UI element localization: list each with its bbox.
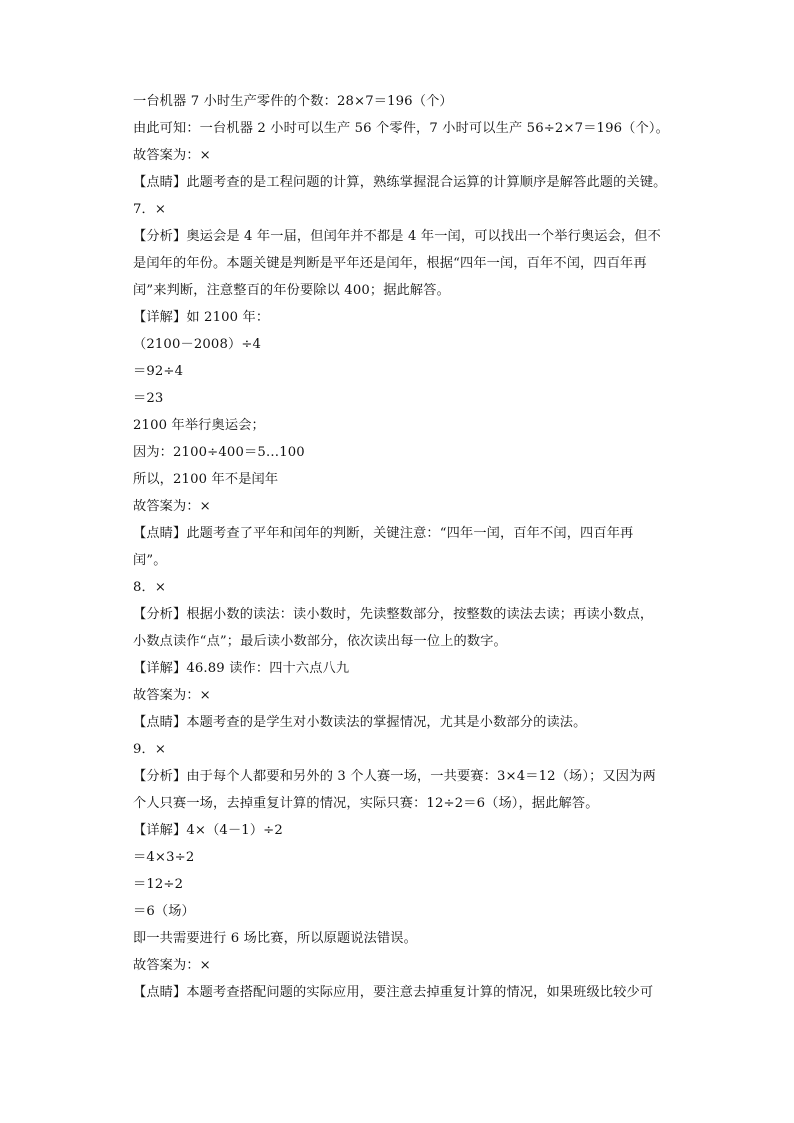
formula-line: ＝23 xyxy=(133,391,164,406)
document-page xyxy=(133,88,693,1006)
detail-line: 【详解】4×（4－1）÷2 xyxy=(133,823,283,838)
text-line: 闰”来判断，注意整百的年份要除以 400；据此解答。 xyxy=(133,283,450,298)
question-number: 9．× xyxy=(133,742,167,757)
formula-line: ＝92÷4 xyxy=(133,364,184,379)
text-line: 所以，2100 年不是闰年 xyxy=(133,472,279,487)
key-point-line: 【点睛】本题考查搭配问题的实际应用，要注意去掉重复计算的情况，如果班级比较少可 xyxy=(133,985,654,1000)
text-line: 一台机器 7 小时生产零件的个数：28×7＝196（个） xyxy=(133,94,453,109)
key-point-line: 【点睛】此题考查了平年和闰年的判断，关键注意：“四年一闰，百年不闰，四百年再 xyxy=(133,526,634,541)
answer-line: 故答案为：× xyxy=(133,499,211,514)
formula-line: ＝4×3÷2 xyxy=(133,850,195,865)
text-line: 2100 年举行奥运会； xyxy=(133,418,265,433)
formula-line: ＝6（场） xyxy=(133,904,195,919)
detail-line: 【详解】如 2100 年： xyxy=(133,310,270,325)
question-number: 7．× xyxy=(133,202,167,217)
text-line: 因为：2100÷400＝5…100 xyxy=(133,445,305,460)
answer-line: 故答案为：× xyxy=(133,958,211,973)
text-line: 由此可知：一台机器 2 小时可以生产 56 个零件，7 小时可以生产 56÷2×7＝196（个）。 xyxy=(133,121,669,136)
question-number: 8．× xyxy=(133,580,167,595)
analysis-line: 【分析】由于每个人都要和另外的 3 个人赛一场，一共要赛：3×4＝12（场）；又因为两 xyxy=(133,769,656,784)
detail-line: 【详解】46.89 读作：四十六点八九 xyxy=(133,661,350,676)
text-line: 闰”。 xyxy=(133,553,167,568)
text-line: 即一共需要进行 6 场比赛，所以原题说法错误。 xyxy=(133,931,417,946)
answer-line: 故答案为：× xyxy=(133,148,211,163)
text-line: 是闰年的年份。本题关键是判断是平年还是闰年，根据“四年一闰，百年不闰，四百年再 xyxy=(133,256,647,271)
answer-line: 故答案为：× xyxy=(133,688,211,703)
key-point-line: 【点睛】本题考查的是学生对小数读法的掌握情况，尤其是小数部分的读法。 xyxy=(133,715,587,730)
analysis-line: 【分析】奥运会是 4 年一届，但闰年并不都是 4 年一闰，可以找出一个举行奥运会，但不 xyxy=(133,229,661,244)
formula-line: （2100－2008）÷4 xyxy=(133,337,262,352)
formula-line: ＝12÷2 xyxy=(133,877,184,892)
analysis-line: 【分析】根据小数的读法：读小数时，先读整数部分，按整数的读法去读；再读小数点， xyxy=(133,607,654,622)
text-line: 个人只赛一场，去掉重复计算的情况，实际只赛：12÷2＝6（场），据此解答。 xyxy=(133,796,599,811)
text-line: 小数点读作“点”；最后读小数部分，依次读出每一位上的数字。 xyxy=(133,634,507,649)
key-point-line: 【点睛】此题考查的是工程问题的计算，熟练掌握混合运算的计算顺序是解答此题的关键。 xyxy=(133,175,667,190)
